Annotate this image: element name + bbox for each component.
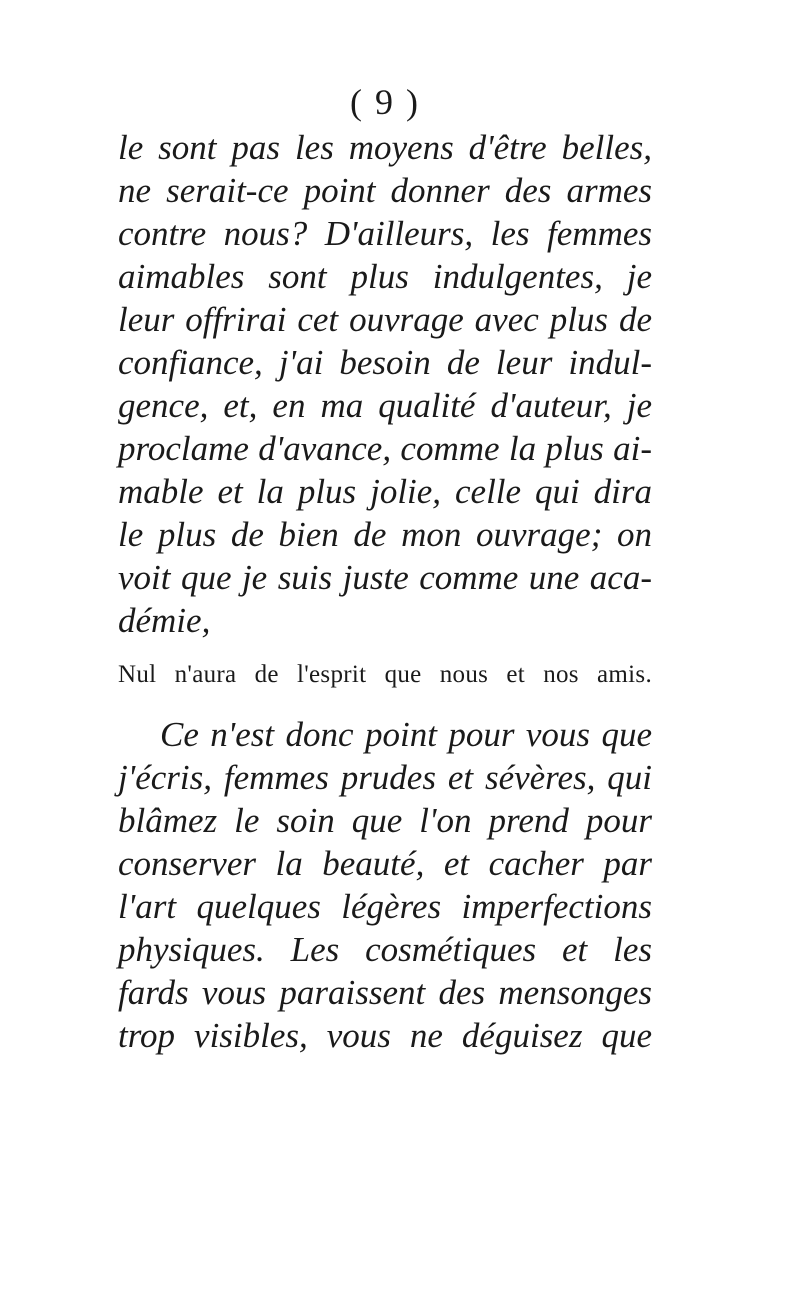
text-line: le sont pas les moyens d'être belles, <box>118 128 652 167</box>
text-line: mable et la plus jolie, celle qui dira <box>118 472 652 511</box>
text-line: confiance, j'ai besoin de leur indul- <box>118 343 652 382</box>
text-line: voit que je suis juste comme une aca- <box>118 558 652 597</box>
text-line: proclame d'avance, comme la plus ai- <box>118 429 652 468</box>
text-line: j'écris, femmes prudes et sévères, qui <box>118 758 652 797</box>
text-line: gence, et, en ma qualité d'auteur, je <box>118 386 652 425</box>
text-line: l'art quelques légères imperfections <box>118 887 652 926</box>
text-line: démie, <box>118 601 211 640</box>
text-line: Ce n'est donc point pour vous que <box>160 715 652 754</box>
quoted-verse: Nul n'aura de l'esprit que nous et nos amis. <box>118 661 652 688</box>
text-line: conserver la beauté, et cacher par <box>118 844 652 883</box>
page-number: ( 9 ) <box>350 82 420 122</box>
text-line: physiques. Les cosmétiques et les <box>118 930 652 969</box>
text-line: le plus de bien de mon ouvrage; on <box>118 515 652 554</box>
text-line: ne serait-ce point donner des armes <box>118 171 652 210</box>
text-line: trop visibles, vous ne déguisez que <box>118 1016 652 1055</box>
text-line: fards vous paraissent des mensonges <box>118 973 652 1012</box>
text-line: contre nous? D'ailleurs, les femmes <box>118 214 652 253</box>
text-line: blâmez le soin que l'on prend pour <box>118 801 652 840</box>
text-line: leur offrirai cet ouvrage avec plus de <box>118 300 652 339</box>
text-line: aimables sont plus indulgentes, je <box>118 257 652 296</box>
